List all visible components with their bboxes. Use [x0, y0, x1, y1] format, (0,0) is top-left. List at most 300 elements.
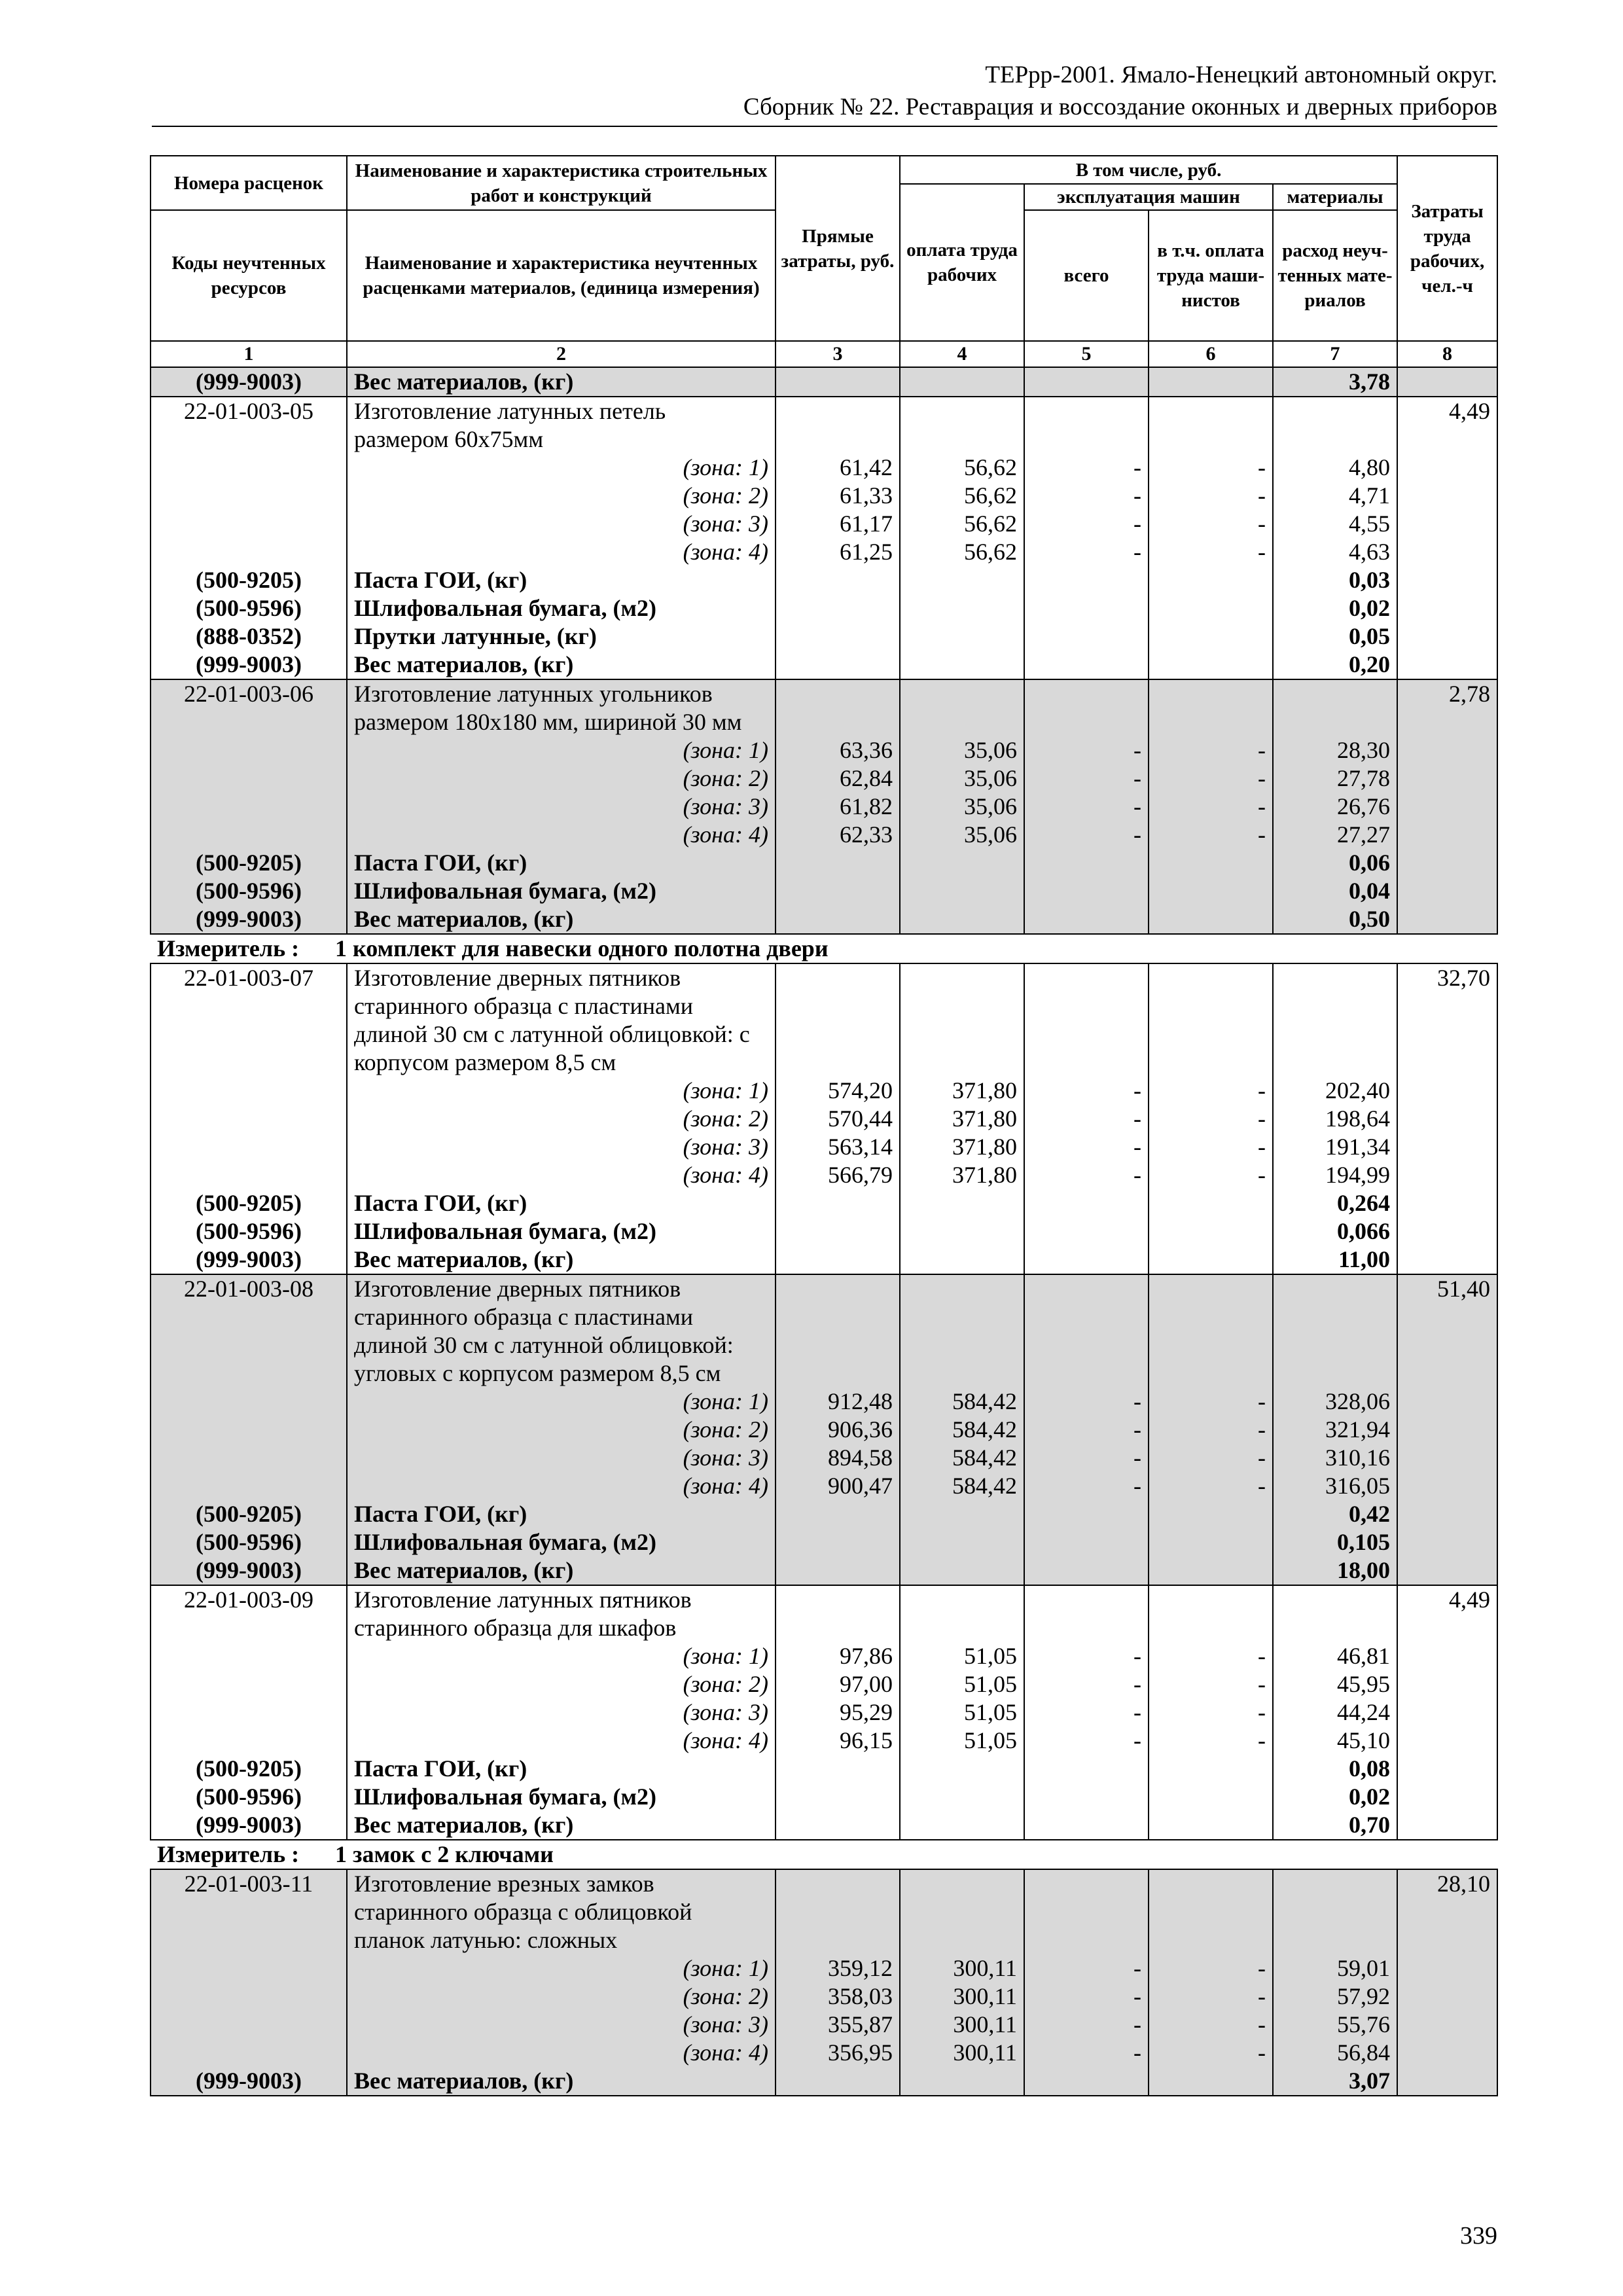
direct-cost-value: 570,44 [776, 1105, 900, 1133]
machines-value: - [1024, 764, 1149, 793]
column-numbers-row: 1 2 3 4 5 6 7 8 [151, 341, 1497, 367]
resource-consumption: 18,00 [1273, 1556, 1397, 1585]
zone-row [151, 736, 1497, 764]
table-cell [1149, 1869, 1273, 1898]
table-cell [776, 708, 900, 736]
wage-value: 35,06 [900, 736, 1024, 764]
zone-row [151, 793, 1497, 821]
resource-code: (500-9205) [151, 849, 347, 877]
measure-label: Измеритель : [157, 1841, 300, 1867]
work-description: Изготовление врезных замков [347, 1869, 776, 1898]
zone-row [151, 510, 1497, 538]
table-cell [1397, 1133, 1497, 1161]
table-cell [1149, 1528, 1273, 1556]
col-wages: оплата труда рабочих [900, 184, 1024, 341]
measure-label: Измеритель : [157, 935, 300, 961]
table-cell [900, 651, 1024, 679]
machines-value: - [1024, 1472, 1149, 1500]
wage-value: 51,05 [900, 1670, 1024, 1698]
table-cell [776, 1755, 900, 1783]
resource-consumption: 0,42 [1273, 1500, 1397, 1528]
table-cell [1149, 1020, 1273, 1049]
resource-row [151, 1528, 1497, 1556]
machinist-wage-value: - [1149, 454, 1273, 482]
machinist-wage-value: - [1149, 482, 1273, 510]
table-cell [1149, 425, 1273, 454]
machinist-wage-value: - [1149, 2011, 1273, 2039]
table-cell [900, 1189, 1024, 1217]
table-cell [1397, 425, 1497, 454]
table-cell [1397, 1698, 1497, 1727]
table-cell [900, 963, 1024, 992]
table-cell [1397, 1161, 1497, 1189]
measure-line [151, 934, 1497, 963]
wage-value: 371,80 [900, 1133, 1024, 1161]
table-cell [151, 2039, 347, 2067]
wage-value: 56,62 [900, 510, 1024, 538]
table-cell [1024, 1274, 1149, 1303]
direct-cost-value: 95,29 [776, 1698, 900, 1727]
table-cell [776, 425, 900, 454]
direct-cost-value: 358,03 [776, 1982, 900, 2011]
table-cell [1024, 992, 1149, 1020]
resource-name: Паста ГОИ, (кг) [347, 1500, 776, 1528]
table-cell [1024, 397, 1149, 425]
resource-code: (500-9205) [151, 1500, 347, 1528]
table-cell [776, 963, 900, 992]
table-cell [151, 992, 347, 1020]
resource-code: (500-9596) [151, 1217, 347, 1246]
machinist-wage-value: - [1149, 510, 1273, 538]
table-cell [900, 1500, 1024, 1528]
table-cell [900, 679, 1024, 708]
table-cell [1024, 1331, 1149, 1359]
machinist-wage-value: - [1149, 1416, 1273, 1444]
direct-cost-value: 61,82 [776, 793, 900, 821]
table-cell [1397, 1926, 1497, 1954]
table-cell [1024, 679, 1149, 708]
table-cell [151, 1331, 347, 1359]
table-cell [900, 594, 1024, 622]
table-cell [1149, 1926, 1273, 1954]
direct-cost-value: 355,87 [776, 2011, 900, 2039]
direct-cost-value: 563,14 [776, 1133, 900, 1161]
zone-row [151, 1105, 1497, 1133]
table-cell [1024, 1869, 1149, 1898]
work-description: планок латунью: сложных [347, 1926, 776, 1954]
col-work-name: Наименование и характеристика строительных работ и конструкций [347, 156, 776, 210]
table-cell [900, 1926, 1024, 1954]
machinist-wage-value: - [1149, 1727, 1273, 1755]
table-cell [1397, 708, 1497, 736]
zone-label: (зона: 2) [347, 1416, 776, 1444]
table-cell [1024, 1556, 1149, 1585]
table-cell [151, 1105, 347, 1133]
table-cell [1273, 1303, 1397, 1331]
item-desc-row [151, 992, 1497, 1020]
col-rate-numbers: Номера расценок [151, 156, 347, 210]
table-cell [1397, 1755, 1497, 1783]
table-cell [776, 1926, 900, 1954]
zone-label: (зона: 3) [347, 1444, 776, 1472]
zone-label: (зона: 2) [347, 1105, 776, 1133]
resource-code: (999-9003) [151, 1556, 347, 1585]
table-cell [1397, 2039, 1497, 2067]
resource-consumption: 0,105 [1273, 1528, 1397, 1556]
table-row: (999-9003) Вес материалов, (кг) 3,78 [151, 367, 1497, 397]
table-cell [1149, 1556, 1273, 1585]
direct-cost-value: 906,36 [776, 1416, 900, 1444]
measure-row [151, 934, 1497, 963]
table-cell [1273, 1020, 1397, 1049]
table-cell [1397, 1444, 1497, 1472]
resource-consumption: 0,70 [1273, 1811, 1397, 1840]
measure-text: 1 замок с 2 ключами [335, 1841, 554, 1867]
work-description: длиной 30 см с латунной облицовкой: с [347, 1020, 776, 1049]
table-cell [776, 679, 900, 708]
zone-label: (зона: 3) [347, 793, 776, 821]
table-cell [900, 1811, 1024, 1840]
table-cell [900, 1217, 1024, 1246]
table-cell [1149, 1189, 1273, 1217]
work-description: корпусом размером 8,5 см [347, 1049, 776, 1077]
machines-value: - [1024, 1698, 1149, 1727]
table-cell [1024, 1359, 1149, 1388]
zone-row [151, 1416, 1497, 1444]
table-cell [1149, 963, 1273, 992]
table-cell [900, 1614, 1024, 1642]
page-number: 339 [1460, 2222, 1497, 2250]
resource-consumption: 0,20 [1273, 651, 1397, 679]
resource-row [151, 1500, 1497, 1528]
zone-label: (зона: 3) [347, 1698, 776, 1727]
machines-value: - [1024, 1133, 1149, 1161]
table-cell [1397, 1416, 1497, 1444]
table-cell [151, 1161, 347, 1189]
table-cell [1397, 1246, 1497, 1274]
table-cell [900, 397, 1024, 425]
resource-row [151, 1783, 1497, 1811]
table-cell [1397, 1898, 1497, 1926]
table-cell [1149, 679, 1273, 708]
table-cell [1397, 1954, 1497, 1982]
table-cell [1397, 1303, 1497, 1331]
table-cell [1024, 1217, 1149, 1246]
resource-row [151, 1217, 1497, 1246]
material-value: 28,30 [1273, 736, 1397, 764]
machinist-wage-value: - [1149, 764, 1273, 793]
table-cell [1149, 594, 1273, 622]
direct-cost-value: 63,36 [776, 736, 900, 764]
table-cell [776, 594, 900, 622]
item-desc-row [151, 963, 1497, 992]
table-cell [1273, 963, 1397, 992]
direct-cost-value: 97,00 [776, 1670, 900, 1698]
table-cell [776, 1331, 900, 1359]
table-cell [900, 905, 1024, 934]
table-cell [1397, 651, 1497, 679]
table-cell [1149, 1898, 1273, 1926]
direct-cost-value: 566,79 [776, 1161, 900, 1189]
table-cell [1397, 1642, 1497, 1670]
resource-row [151, 1811, 1497, 1840]
resource-name: Вес материалов, (кг) [347, 1246, 776, 1274]
table-cell [900, 1049, 1024, 1077]
table-cell [1397, 821, 1497, 849]
table-cell [1149, 1585, 1273, 1614]
machines-value: - [1024, 1727, 1149, 1755]
table-cell [776, 1246, 900, 1274]
work-description: старинного образца с облицовкой [347, 1898, 776, 1926]
table-cell [1024, 1614, 1149, 1642]
table-cell [776, 1049, 900, 1077]
table-cell [776, 1528, 900, 1556]
table-cell [151, 1898, 347, 1926]
table-cell [1397, 1020, 1497, 1049]
table-cell [1024, 1500, 1149, 1528]
wage-value: 300,11 [900, 1954, 1024, 1982]
machines-value: - [1024, 454, 1149, 482]
table-cell [900, 1556, 1024, 1585]
labor-value: 32,70 [1397, 963, 1497, 992]
table-cell [1273, 708, 1397, 736]
table-cell [1397, 877, 1497, 905]
wage-value: 584,42 [900, 1416, 1024, 1444]
zone-label: (зона: 2) [347, 1670, 776, 1698]
table-cell [1273, 1331, 1397, 1359]
resource-code: (999-9003) [151, 2067, 347, 2096]
resource-code: (500-9596) [151, 1783, 347, 1811]
table-cell [900, 1274, 1024, 1303]
table-cell [1397, 1388, 1497, 1416]
material-value: 56,84 [1273, 2039, 1397, 2067]
resource-name: Шлифовальная бумага, (м2) [347, 877, 776, 905]
table-cell [1024, 905, 1149, 934]
table-cell [776, 397, 900, 425]
table-cell [1397, 736, 1497, 764]
material-value: 4,71 [1273, 482, 1397, 510]
item-desc-row [151, 1898, 1497, 1926]
table-cell [776, 1500, 900, 1528]
wage-value: 300,11 [900, 2011, 1024, 2039]
resource-name: Вес материалов, (кг) [347, 905, 776, 934]
table-cell [776, 1869, 900, 1898]
table-cell [1397, 905, 1497, 934]
table-cell [1397, 1359, 1497, 1388]
table-cell [900, 1331, 1024, 1359]
resource-row [151, 877, 1497, 905]
resource-consumption: 0,08 [1273, 1755, 1397, 1783]
table-cell [900, 877, 1024, 905]
table-cell [151, 510, 347, 538]
material-value: 194,99 [1273, 1161, 1397, 1189]
table-cell [776, 1020, 900, 1049]
header-subtitle: Сборник № 22. Реставрация и воссоздание оконных и дверных приборов [743, 94, 1497, 120]
machines-value: - [1024, 1444, 1149, 1472]
table-header [151, 156, 1497, 367]
zone-label: (зона: 2) [347, 482, 776, 510]
direct-cost-value: 62,33 [776, 821, 900, 849]
zone-row [151, 1954, 1497, 1982]
table-cell [1149, 1331, 1273, 1359]
work-description: размером 180х180 мм, шириной 30 мм [347, 708, 776, 736]
table-cell [1397, 1670, 1497, 1698]
table-cell [1024, 1189, 1149, 1217]
table-cell [900, 425, 1024, 454]
table-cell [1397, 594, 1497, 622]
resource-name: Вес материалов, (кг) [347, 651, 776, 679]
table-cell [900, 1755, 1024, 1783]
table-cell [1024, 566, 1149, 594]
resource-row [151, 1556, 1497, 1585]
table-cell [1397, 1077, 1497, 1105]
direct-cost-value: 96,15 [776, 1727, 900, 1755]
table-cell [1024, 708, 1149, 736]
machinist-wage-value: - [1149, 1982, 1273, 2011]
col-including: В том числе, руб. [900, 156, 1397, 184]
col-labor-costs: Затраты труда рабочих, чел.-ч [1397, 156, 1497, 341]
machinist-wage-value: - [1149, 821, 1273, 849]
table-cell [1273, 679, 1397, 708]
wage-value: 584,42 [900, 1444, 1024, 1472]
table-cell [776, 1274, 900, 1303]
zone-row [151, 821, 1497, 849]
rate-code: 22-01-003-05 [151, 397, 347, 425]
item-desc-row [151, 1359, 1497, 1388]
resource-row [151, 2067, 1497, 2096]
table-cell [1397, 849, 1497, 877]
resource-name: Паста ГОИ, (кг) [347, 1755, 776, 1783]
table-cell [1397, 454, 1497, 482]
machines-value: - [1024, 1416, 1149, 1444]
table-cell [1397, 1189, 1497, 1217]
resource-consumption: 0,50 [1273, 905, 1397, 934]
table-cell [1024, 425, 1149, 454]
direct-cost-value: 62,84 [776, 764, 900, 793]
zone-label: (зона: 1) [347, 454, 776, 482]
table-cell [1149, 1614, 1273, 1642]
table-cell [1273, 425, 1397, 454]
machinist-wage-value: - [1149, 1388, 1273, 1416]
resource-consumption: 3,07 [1273, 2067, 1397, 2096]
resource-name: Вес материалов, (кг) [347, 1556, 776, 1585]
table-cell [776, 651, 900, 679]
zone-row [151, 1642, 1497, 1670]
direct-cost-value: 912,48 [776, 1388, 900, 1416]
table-cell [1149, 1359, 1273, 1388]
table-cell [900, 1528, 1024, 1556]
material-value: 191,34 [1273, 1133, 1397, 1161]
col-resource-codes: Коды неучтенных ресурсов [151, 210, 347, 341]
table-cell [776, 622, 900, 651]
wage-value: 56,62 [900, 482, 1024, 510]
table-cell [1397, 2067, 1497, 2096]
work-description: Изготовление латунных пятников [347, 1585, 776, 1614]
machinist-wage-value: - [1149, 793, 1273, 821]
table-cell [900, 1303, 1024, 1331]
table-cell [776, 1585, 900, 1614]
wage-value: 56,62 [900, 538, 1024, 566]
resource-row [151, 1189, 1497, 1217]
machinist-wage-value: - [1149, 538, 1273, 566]
table-cell [776, 1898, 900, 1926]
labor-value: 28,10 [1397, 1869, 1497, 1898]
resource-code: (500-9205) [151, 1189, 347, 1217]
material-value: 328,06 [1273, 1388, 1397, 1416]
wage-value: 51,05 [900, 1727, 1024, 1755]
col-material-consumption: расход неуч-тенных мате-риалов [1273, 210, 1397, 341]
work-description: старинного образца для шкафов [347, 1614, 776, 1642]
table-cell [900, 1585, 1024, 1614]
zone-label: (зона: 4) [347, 1161, 776, 1189]
zone-label: (зона: 2) [347, 764, 776, 793]
direct-cost-value: 97,86 [776, 1642, 900, 1670]
zone-label: (зона: 1) [347, 1642, 776, 1670]
machinist-wage-value: - [1149, 1133, 1273, 1161]
col-machines: эксплуатация машин [1024, 184, 1273, 210]
wage-value: 584,42 [900, 1472, 1024, 1500]
machines-value: - [1024, 538, 1149, 566]
zone-row [151, 1161, 1497, 1189]
table-cell [1024, 2067, 1149, 2096]
material-value: 310,16 [1273, 1444, 1397, 1472]
resource-name: Вес материалов, (кг) [347, 2067, 776, 2096]
table-cell [1149, 905, 1273, 934]
zone-label: (зона: 3) [347, 1133, 776, 1161]
table-cell [776, 1614, 900, 1642]
machinist-wage-value: - [1149, 1161, 1273, 1189]
work-description: старинного образца с пластинами [347, 1303, 776, 1331]
zone-row [151, 1388, 1497, 1416]
machines-value: - [1024, 736, 1149, 764]
table-cell [1024, 651, 1149, 679]
table-cell [900, 849, 1024, 877]
rate-code: 22-01-003-07 [151, 963, 347, 992]
machinist-wage-value: - [1149, 1105, 1273, 1133]
machines-value: - [1024, 1105, 1149, 1133]
table-cell [1273, 1274, 1397, 1303]
zone-label: (зона: 2) [347, 1982, 776, 2011]
table-cell [1397, 1049, 1497, 1077]
table-cell [1273, 1614, 1397, 1642]
table-cell [776, 905, 900, 934]
resource-name: Шлифовальная бумага, (м2) [347, 1783, 776, 1811]
table-cell [1397, 482, 1497, 510]
table-cell [1149, 877, 1273, 905]
zone-label: (зона: 4) [347, 1472, 776, 1500]
zone-label: (зона: 3) [347, 510, 776, 538]
table-cell [151, 482, 347, 510]
machinist-wage-value: - [1149, 1670, 1273, 1698]
zone-row [151, 2011, 1497, 2039]
zone-label: (зона: 1) [347, 1388, 776, 1416]
table-cell [1149, 1755, 1273, 1783]
resource-row [151, 1246, 1497, 1274]
material-value: 57,92 [1273, 1982, 1397, 2011]
work-description: Изготовление латунных угольников [347, 679, 776, 708]
table-cell [1149, 1303, 1273, 1331]
table-cell [1024, 1783, 1149, 1811]
table-cell [1397, 2011, 1497, 2039]
table-cell [151, 1954, 347, 1982]
header-title: ТЕРрр-2001. Ямало-Ненецкий автономный округ. [985, 62, 1497, 88]
table-cell [1397, 1500, 1497, 1528]
table-cell [1149, 1049, 1273, 1077]
table-cell [1149, 397, 1273, 425]
zone-label: (зона: 1) [347, 1077, 776, 1105]
machinist-wage-value: - [1149, 1077, 1273, 1105]
table-cell [1397, 1217, 1497, 1246]
